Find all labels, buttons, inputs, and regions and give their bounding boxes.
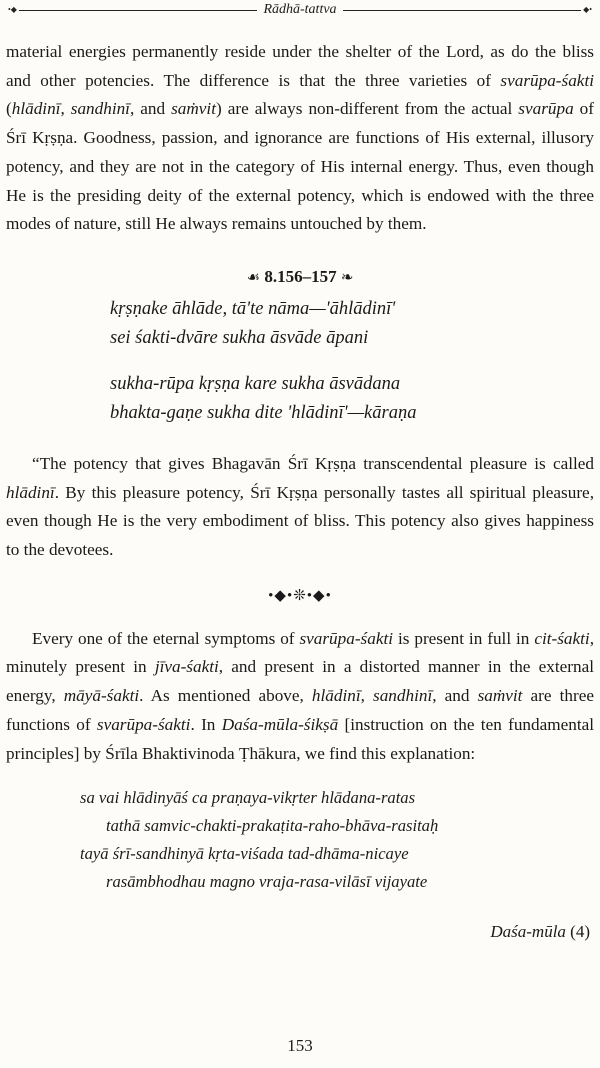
section-divider-icon: •◆•❊•◆• xyxy=(268,587,332,604)
verse-ornament-left-icon: ☙ xyxy=(246,269,261,286)
verse-line: sukha-rūpa kṛṣṇa kare sukha āsvādana xyxy=(110,373,401,394)
citation-ref: (4) xyxy=(570,922,590,942)
verse-line: sei śakti-dvāre sukha āsvāde āpani xyxy=(110,327,369,348)
page-body xyxy=(6,38,594,947)
verse-line: kṛṣṇake āhlāde, tā'te nāma—'āhlādinī' xyxy=(110,298,396,319)
sloka-line: tayā śrī-sandhinyā kṛta-viśada tad-dhāma-nicaye xyxy=(80,844,409,864)
header-rule-right xyxy=(343,10,582,11)
paragraph-1: material energies permanently reside under the shelter of the Lord, as do the bliss and other potencies. The difference is that the three varieties of svarūpa-śakti (hlādinī, sandhinī, and saṁvit) are always non-different from the actual svarūpa of Śrī Kṛṣṇa. Goodness, passion, and ignorance are functions of His external, illusory potency, and they are not in the category of His internal energy. Thus, even though He is the presiding deity of the external potency, which is endowed with the three modes of nature, still He always remains untouched by them. xyxy=(6,42,594,234)
bengali-verse xyxy=(110,295,594,428)
sloka-line: tathā samvic-chakti-prakaṭita-raho-bhāva-rasitaḥ xyxy=(106,816,439,836)
verse-ornament-right-icon: ❧ xyxy=(340,269,354,286)
citation-work: Daśa-mūla xyxy=(490,922,566,942)
running-title: Rādhā-tattva xyxy=(263,2,337,17)
verse-number xyxy=(6,263,594,291)
verse-line: bhakta-gaṇe sukha dite 'hlādinī'—kāraṇa xyxy=(110,402,417,423)
sloka-line: sa vai hlādinyāś ca praṇaya-vikṛter hlādana-ratas xyxy=(80,788,416,808)
paragraph-2: Every one of the eternal symptoms of svarūpa-śakti is present in full in cit-śakti, minutely present in jīva-śakti, and present in a distorted manner in the external energy, māyā-śakti. As mentioned above, hlādinī, sandhinī, and saṁvit are three functions of svarūpa-śakti. In Daśa-mūla-śikṣā [instruction on the ten fundamental principles] by Śrīla Bhaktivinoda Ṭhākura, we find this explanation: xyxy=(6,628,595,763)
header-ornament-left-icon: •◆ xyxy=(8,5,17,14)
sanskrit-sloka xyxy=(80,784,594,896)
page-number: 153 xyxy=(287,1036,313,1055)
citation xyxy=(6,918,590,947)
header-rule-left xyxy=(19,10,258,11)
header-ornament-right-icon: ◆• xyxy=(583,5,593,14)
verse-number-text: 8.156–157 xyxy=(264,266,337,286)
sloka-line: rasāmbhodhau magno vraja-rasa-vilāsī vijayate xyxy=(106,872,428,892)
verse-translation: “The potency that gives Bhagavān Śrī Kṛṣṇa transcendental pleasure is called hlādinī. By this pleasure potency, Śrī Kṛṣṇa personally tastes all spiritual pleasure, even though He is the very embodiment of bliss. This potency also gives happiness to the devotees. xyxy=(6,453,594,560)
running-header xyxy=(6,2,594,18)
